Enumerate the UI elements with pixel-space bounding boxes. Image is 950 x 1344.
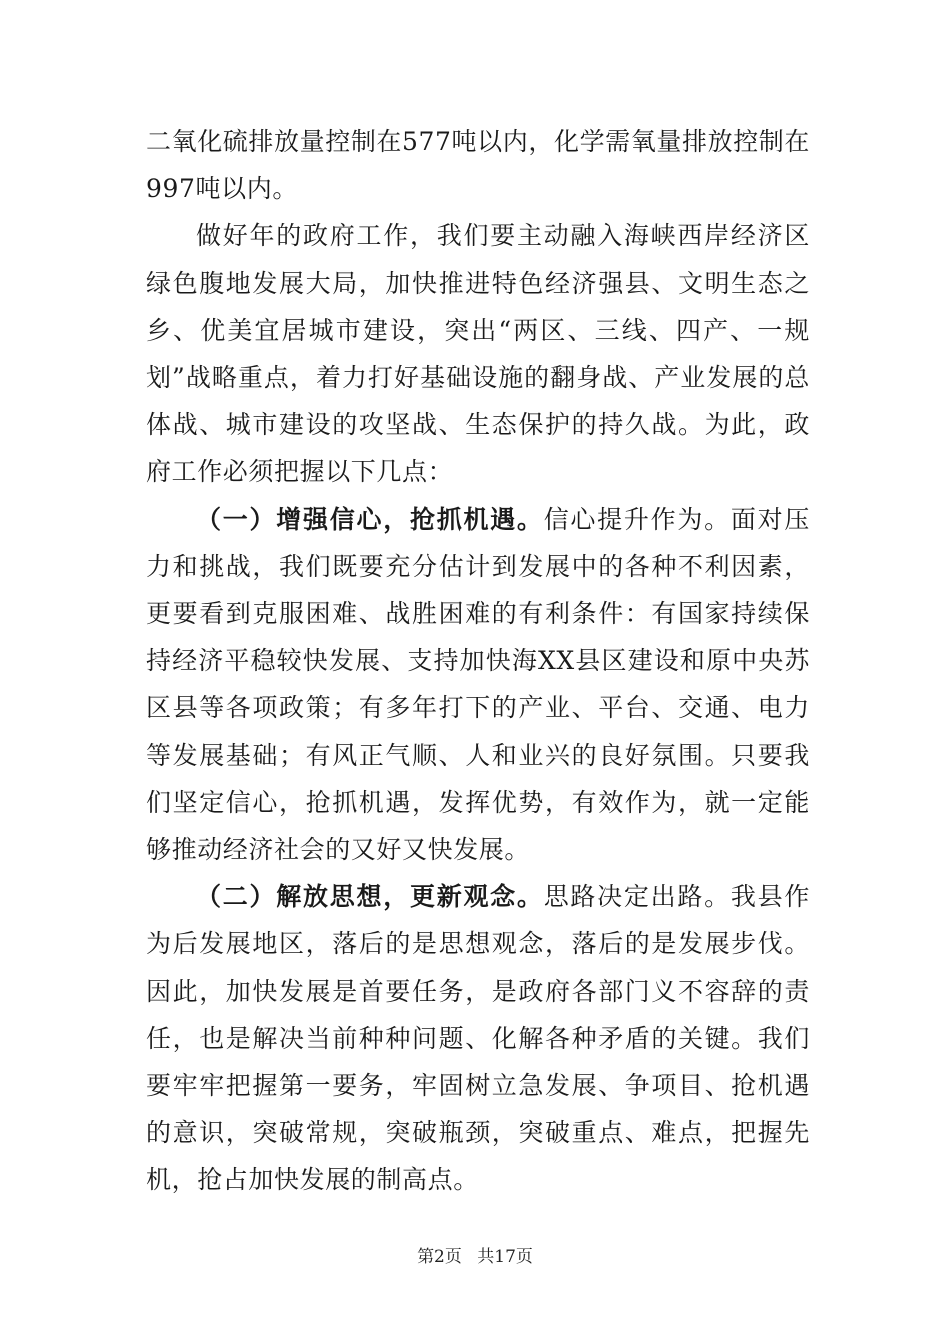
paragraph-3 xyxy=(146,496,810,874)
page-footer xyxy=(0,1242,950,1267)
paragraph-4 xyxy=(146,873,810,1203)
document-body xyxy=(146,118,810,1204)
paragraph-2 xyxy=(146,212,810,495)
section-heading-2: （二）解放思想，更新观念。 xyxy=(196,882,544,912)
paragraph-2-text: 做好年的政府工作，我们要主动融入海峡西岸经济区绿色腹地发展大局，加快推进特色经济强县、文明生态之乡、优美宜居城市建设，突出“两区、三线、四产、一规划”战略重点，着力打好基础设施的翻身战、产业发展的总体战、城市建设的攻坚战、生态保护的持久战。为此，政府工作必须把握以下几点： xyxy=(146,221,810,487)
paragraph-4-text: 思路决定出路。我县作为后发展地区，落后的是思想观念，落后的是发展步伐。因此，加快发展是首要任务，是政府各部门义不容辞的责任，也是解决当前种种问题、化解各种矛盾的关键。我们要牢牢把握第一要务，牢固树立急发展、争项目、抢机遇的意识，突破常规，突破瓶颈，突破重点、难点，把握先机，抢占加快发展的制高点。 xyxy=(146,882,810,1195)
section-heading-1: （一）增强信心，抢抓机遇。 xyxy=(196,504,544,534)
paragraph-3-text: 信心提升作为。面对压力和挑战，我们既要充分估计到发展中的各种不利因素，更要看到克服困难、战胜困难的有利条件：有国家持续保持经济平稳较快发展、支持加快海XX县区建设和原中央苏区县等各项政策；有多年打下的产业、平台、交通、电力等发展基础；有风正气顺、人和业兴的良好氛围。只要我们坚定信心，抢抓机遇，发挥优势，有效作为，就一定能够推动经济社会的又好又快发展。 xyxy=(146,504,810,865)
page-total: 共17页 xyxy=(477,1247,533,1267)
page-number: 第2页 xyxy=(417,1247,462,1267)
paragraph-1 xyxy=(146,118,810,212)
paragraph-1-text: 二氧化硫排放量控制在577吨以内，化学需氧量排放控制在997吨以内。 xyxy=(146,127,810,204)
